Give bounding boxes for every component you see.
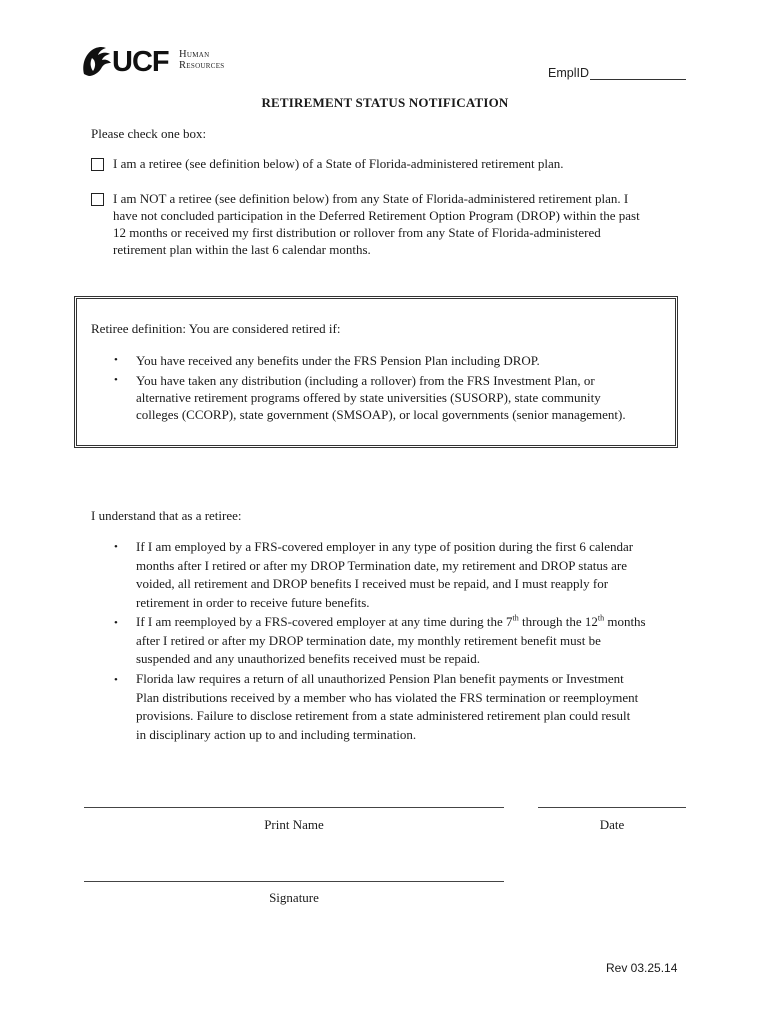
understand-heading: I understand that as a retiree: xyxy=(91,508,242,523)
not-retiree-checkbox[interactable] xyxy=(91,193,104,206)
emplid-input-line[interactable] xyxy=(590,67,686,80)
option-not-retiree-text xyxy=(113,190,693,258)
page-title: RETIREMENT STATUS NOTIFICATION xyxy=(261,95,509,110)
option-retiree-text: I am a retiree (see definition below) of a State of Florida-administered retirement plan. xyxy=(113,156,564,171)
bullet-icon: • xyxy=(114,374,118,386)
option2-line: 12 months or received my first distribution or rollover from any State of Florida-administered xyxy=(113,225,601,240)
emplid-field[interactable] xyxy=(548,66,686,80)
understand-bullet-1-line: months after I retired or after my DROP Termination date, my retirement and DROP status are xyxy=(136,557,628,573)
b2-text-a: If I am reemployed by a FRS-covered employer at any time during the 7 xyxy=(136,614,513,629)
understand-bullet-3-line: Florida law requires a return of all unauthorized Pension Plan benefit payments or Investment xyxy=(136,671,624,686)
check-prompt: Please check one box: xyxy=(91,126,207,141)
understand-bullet-1-line: voided, all retirement and DROP benefits I received must be repaid, and I must reapply for xyxy=(136,576,609,591)
definition-heading: Retiree definition: You are considered retired if: xyxy=(91,321,341,336)
understand-bullet-3-line: in disciplinary action up to and including termination. xyxy=(136,726,417,742)
understand-bullet-3-line: Plan distributions received by a member who has violated the FRS termination or reemployment xyxy=(136,689,639,705)
logo-human: Human xyxy=(179,49,210,60)
understand-bullet-2 xyxy=(136,613,716,669)
logo-hr-text xyxy=(179,49,225,71)
print-name-line[interactable] xyxy=(84,807,504,808)
bullet-icon: • xyxy=(114,541,118,553)
definition-bullet-2-line: You have taken any distribution (including a rollover) from the FRS Investment Plan, or xyxy=(136,373,595,388)
revision-label: Rev 03.25.14 xyxy=(606,961,678,975)
logo-ucf-text: UCF xyxy=(112,46,169,78)
definition-bullet-2-line: alternative retirement programs offered by state universities (SUSORP), state community xyxy=(136,390,601,405)
signature-label: Signature xyxy=(269,890,319,905)
retiree-checkbox[interactable] xyxy=(91,158,104,171)
signature-line[interactable] xyxy=(84,881,504,882)
bullet-icon: • xyxy=(114,674,118,686)
emplid-label: EmplID xyxy=(548,66,589,80)
ucf-hr-logo xyxy=(80,44,280,84)
logo-resources: Resources xyxy=(179,60,225,71)
understand-bullet-2-line: after I retired or after my DROP termination date, my monthly retirement benefit must be xyxy=(136,632,601,648)
b2-text-c: months xyxy=(604,614,646,629)
understand-bullet-3-line: provisions. Failure to disclose retirement from a state administered retirement plan could result xyxy=(136,708,631,723)
date-label: Date xyxy=(599,817,625,832)
pegasus-icon xyxy=(80,44,114,80)
b2-text-b: through the 12 xyxy=(518,614,598,629)
option2-line: retirement plan within the last 6 calendar months. xyxy=(113,242,371,257)
date-line[interactable] xyxy=(538,807,686,808)
bullet-icon: • xyxy=(114,354,118,366)
definition-bullet-2 xyxy=(136,372,676,423)
understand-bullet-2-first-line xyxy=(136,613,716,632)
definition-bullet-1: You have received any benefits under the FRS Pension Plan including DROP. xyxy=(136,353,540,368)
b2-sup-1: th xyxy=(512,613,519,623)
option2-line: I am NOT a retiree (see definition below) from any State of Florida-administered retirement plan. I xyxy=(113,191,629,206)
understand-bullet-1-line: If I am employed by a FRS-covered employer in any type of position during the first 6 calendar xyxy=(136,539,634,554)
bullet-icon: • xyxy=(114,617,118,629)
b2-sup-2: th xyxy=(597,613,605,623)
understand-bullet-2-line: suspended and any unauthorized benefits received must be repaid. xyxy=(136,651,481,666)
understand-bullet-1 xyxy=(136,538,696,612)
option2-line: have not concluded participation in the Deferred Retirement Option Program (DROP) within the past xyxy=(113,208,640,223)
definition-bullet-2-line: colleges (CCORP), state government (SMSOAP), or local governments (senior management). xyxy=(136,407,626,422)
understand-bullet-1-line: retirement in order to receive future benefits. xyxy=(136,594,370,610)
print-name-label: Print Name xyxy=(264,817,324,832)
understand-bullet-3 xyxy=(136,670,716,744)
